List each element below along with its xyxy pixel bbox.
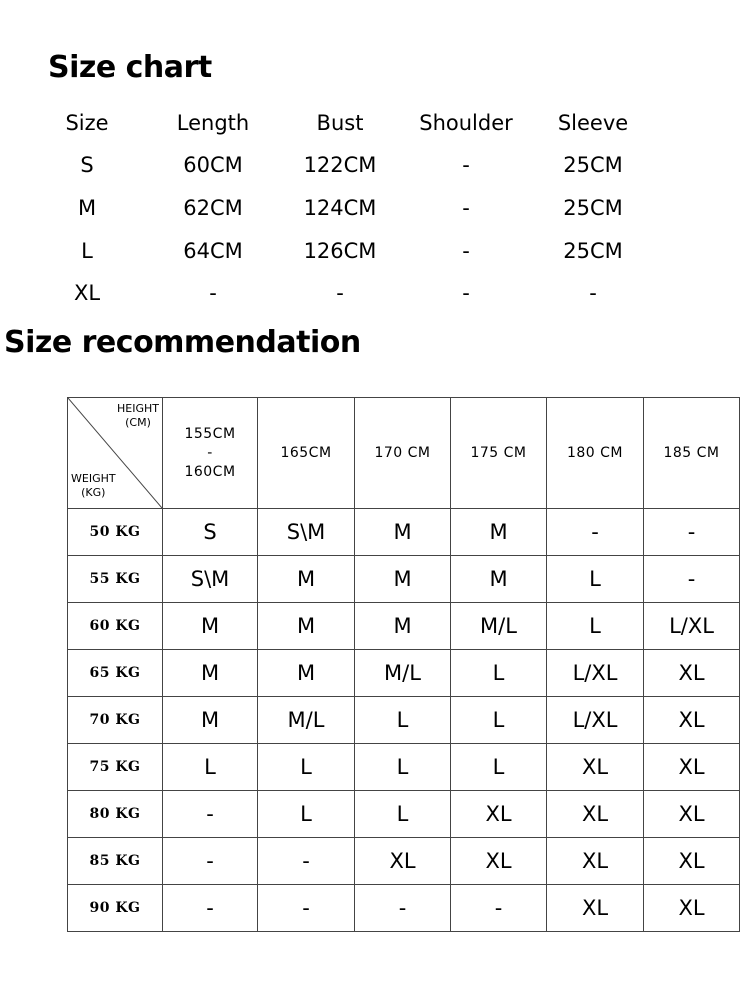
size-cell: XL xyxy=(451,838,547,885)
size-cell: XL xyxy=(547,791,644,838)
weight-row xyxy=(68,650,740,697)
size-cell: L/XL xyxy=(547,650,644,697)
size-cell: M xyxy=(451,556,547,603)
size-cell: M xyxy=(258,556,355,603)
weight-cell: 60 KG xyxy=(68,603,163,650)
size-cell: L xyxy=(547,556,644,603)
size-cell: XL xyxy=(547,885,644,932)
weight-row xyxy=(68,885,740,932)
size-cell: XL xyxy=(355,838,451,885)
size-cell: S\M xyxy=(258,509,355,556)
size-cell: M/L xyxy=(451,603,547,650)
height-header-row xyxy=(68,398,740,509)
size-chart-cell: XL xyxy=(73,281,101,305)
size-chart-cell: L xyxy=(81,239,93,263)
size-cell: L xyxy=(451,650,547,697)
size-recommendation-title: Size recommendation xyxy=(4,325,361,360)
size-chart-row xyxy=(40,278,680,308)
size-chart-cell: 25CM xyxy=(563,196,623,220)
size-chart-cell: - xyxy=(209,281,217,305)
size-cell: - xyxy=(451,885,547,932)
size-cell: M xyxy=(355,509,451,556)
weight-cell: 75 KG xyxy=(68,744,163,791)
size-cell: - xyxy=(644,509,740,556)
weight-cell: 85 KG xyxy=(68,838,163,885)
size-chart-cell: - xyxy=(462,281,470,305)
size-cell: XL xyxy=(644,791,740,838)
size-cell: M xyxy=(258,650,355,697)
size-chart-header: Size xyxy=(65,111,109,135)
size-cell: M xyxy=(163,697,258,744)
size-chart-cell: S xyxy=(80,153,94,177)
size-cell: XL xyxy=(644,744,740,791)
size-cell: L xyxy=(355,744,451,791)
size-cell: M/L xyxy=(258,697,355,744)
size-chart-cell: M xyxy=(77,196,97,220)
weight-row xyxy=(68,509,740,556)
size-cell: XL xyxy=(547,838,644,885)
weight-row xyxy=(68,838,740,885)
size-chart-row xyxy=(40,236,680,266)
size-chart-header-row xyxy=(40,108,680,138)
size-chart-row xyxy=(40,193,680,223)
size-chart-header: Shoulder xyxy=(419,111,513,135)
size-cell: M xyxy=(258,603,355,650)
weight-cell: 80 KG xyxy=(68,791,163,838)
weight-row xyxy=(68,556,740,603)
size-chart-cell: 126CM xyxy=(303,239,377,263)
size-chart-row xyxy=(40,150,680,180)
size-cell: M xyxy=(163,650,258,697)
weight-cell: 65 KG xyxy=(68,650,163,697)
size-cell: L xyxy=(547,603,644,650)
height-header-cell: 180 CM xyxy=(547,398,644,509)
size-cell: XL xyxy=(644,885,740,932)
size-chart-header: Bust xyxy=(316,111,364,135)
height-header-cell: 175 CM xyxy=(451,398,547,509)
size-cell: XL xyxy=(644,838,740,885)
size-cell: L xyxy=(355,697,451,744)
size-cell: M xyxy=(355,556,451,603)
size-cell: L/XL xyxy=(644,603,740,650)
height-axis-label: HEIGHT (CM) xyxy=(117,402,159,429)
size-chart-cell: 60CM xyxy=(183,153,243,177)
size-chart-header: Length xyxy=(176,111,250,135)
size-chart-cell: - xyxy=(336,281,344,305)
size-cell: S xyxy=(163,509,258,556)
size-recommendation-table xyxy=(67,397,740,932)
size-chart-title: Size chart xyxy=(48,50,212,85)
size-cell: - xyxy=(163,838,258,885)
size-chart-cell: 64CM xyxy=(183,239,243,263)
size-chart-cell: 25CM xyxy=(563,153,623,177)
corner-header-cell xyxy=(68,398,163,509)
size-chart-cell: 25CM xyxy=(563,239,623,263)
size-cell: S\M xyxy=(163,556,258,603)
size-cell: L xyxy=(451,744,547,791)
size-chart-cell: - xyxy=(462,153,470,177)
size-cell: XL xyxy=(451,791,547,838)
height-header-cell: 165CM xyxy=(258,398,355,509)
weight-row xyxy=(68,697,740,744)
size-chart-header: Sleeve xyxy=(557,111,629,135)
size-cell: L xyxy=(355,791,451,838)
size-cell: - xyxy=(547,509,644,556)
size-chart-cell: - xyxy=(462,239,470,263)
size-cell: - xyxy=(163,885,258,932)
size-chart-cell: - xyxy=(462,196,470,220)
size-cell: - xyxy=(163,791,258,838)
weight-row xyxy=(68,791,740,838)
size-chart-cell: 62CM xyxy=(183,196,243,220)
weight-axis-label: WEIGHT (KG) xyxy=(71,472,116,499)
weight-cell: 90 KG xyxy=(68,885,163,932)
weight-cell: 70 KG xyxy=(68,697,163,744)
size-cell: L xyxy=(451,697,547,744)
size-cell: XL xyxy=(644,650,740,697)
height-header-cell: 185 CM xyxy=(644,398,740,509)
size-cell: L xyxy=(258,744,355,791)
size-cell: - xyxy=(258,885,355,932)
size-cell: M/L xyxy=(355,650,451,697)
size-cell: - xyxy=(258,838,355,885)
size-cell: L/XL xyxy=(547,697,644,744)
size-cell: M xyxy=(451,509,547,556)
weight-cell: 50 KG xyxy=(68,509,163,556)
weight-cell: 55 KG xyxy=(68,556,163,603)
size-chart-cell: - xyxy=(589,281,597,305)
size-cell: L xyxy=(258,791,355,838)
size-cell: M xyxy=(163,603,258,650)
size-chart-cell: 122CM xyxy=(303,153,377,177)
size-chart-cell: 124CM xyxy=(303,196,377,220)
size-cell: - xyxy=(644,556,740,603)
size-cell: XL xyxy=(644,697,740,744)
height-header-cell: 155CM - 160CM xyxy=(163,398,258,509)
size-cell: L xyxy=(163,744,258,791)
size-cell: - xyxy=(355,885,451,932)
weight-row xyxy=(68,603,740,650)
size-cell: XL xyxy=(547,744,644,791)
size-cell: M xyxy=(355,603,451,650)
height-header-cell: 170 CM xyxy=(355,398,451,509)
weight-row xyxy=(68,744,740,791)
